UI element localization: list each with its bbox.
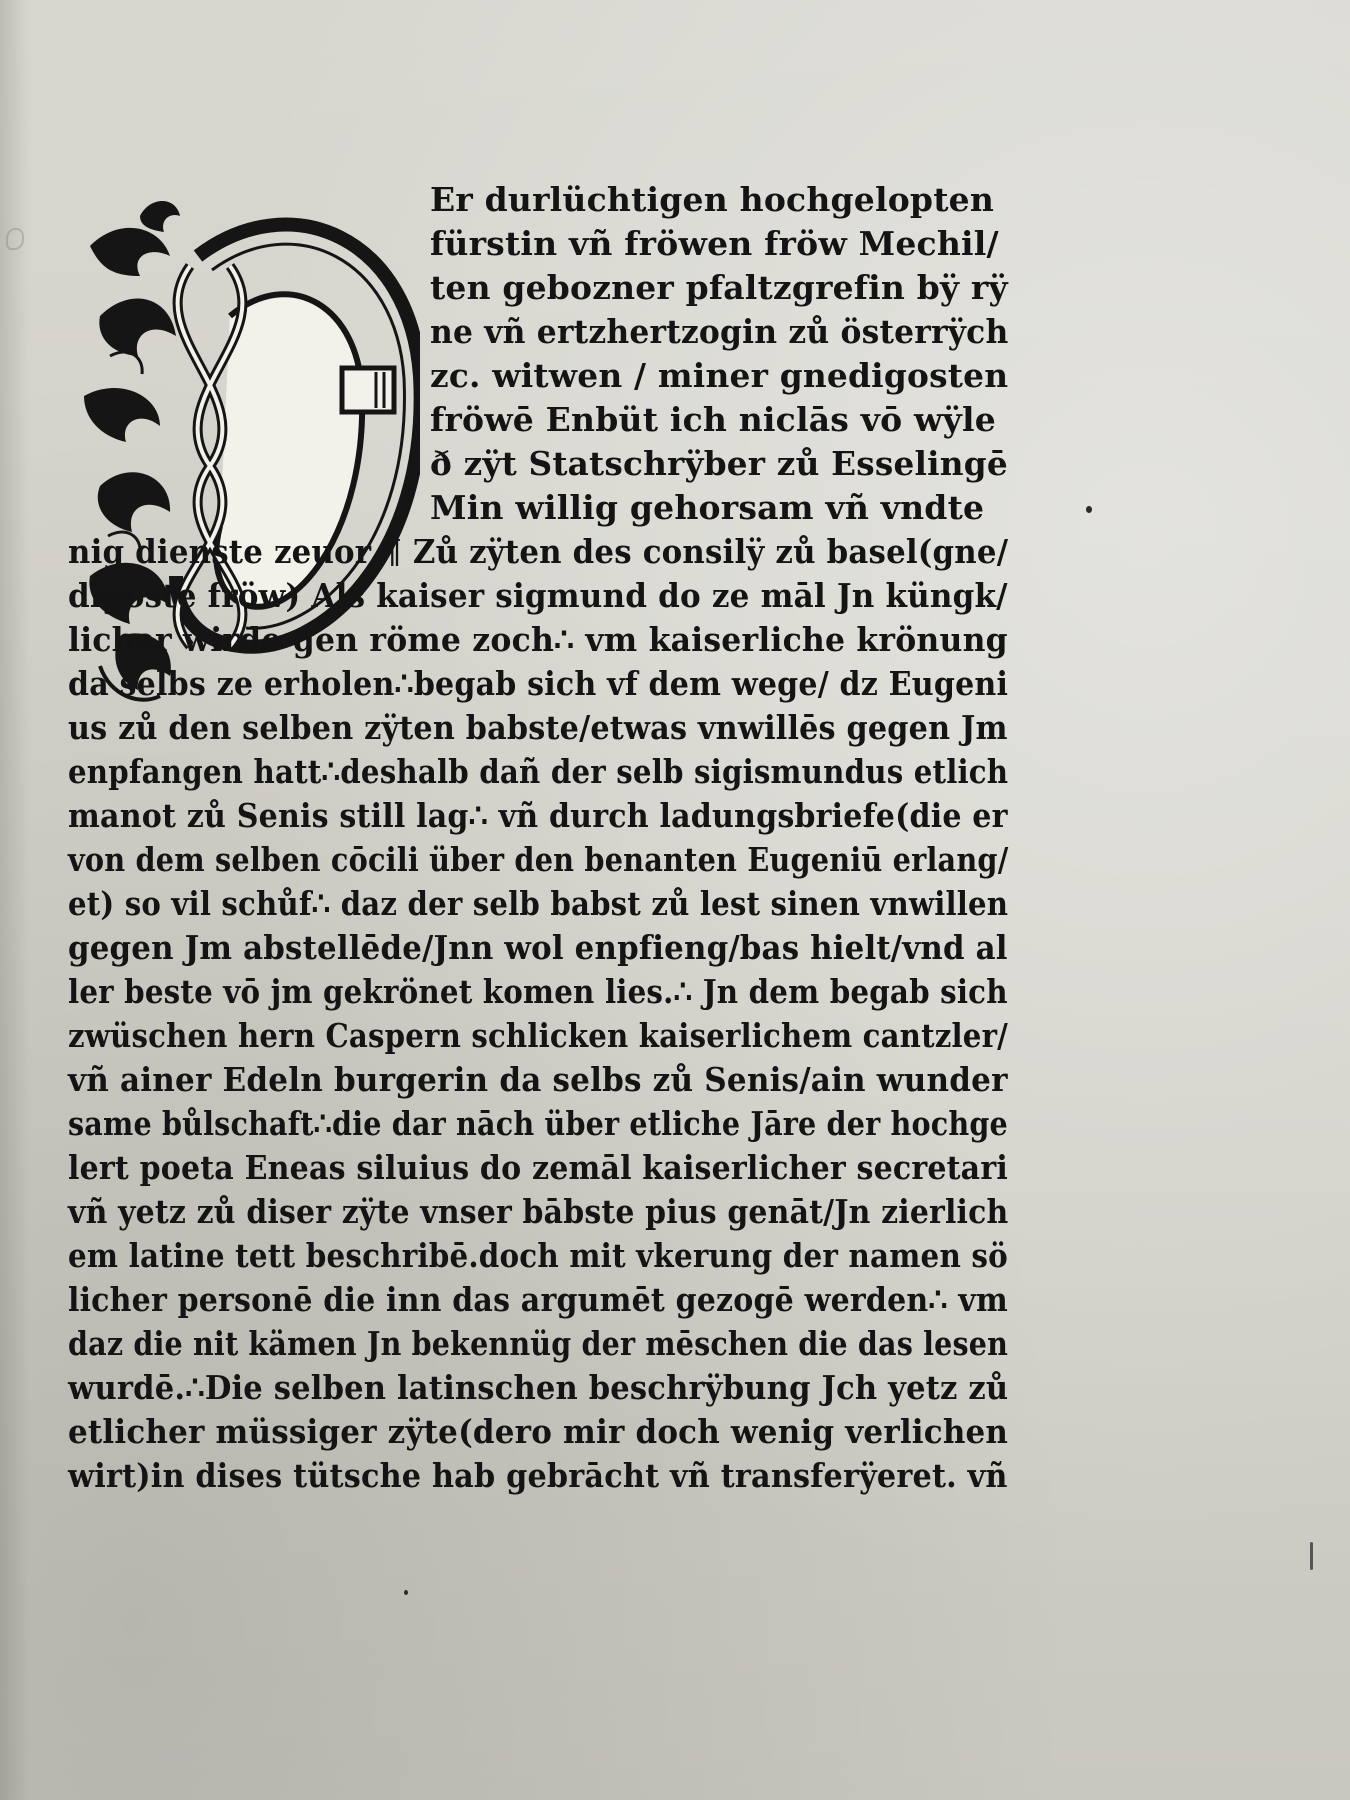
text-line: lert poeta Eneas siluius do zemāl kaiserlicher secretari [68, 1148, 1008, 1187]
text-line: fröwē Enbüt ich niclās vō wÿle [430, 400, 996, 439]
text-line: zc. witwen / miner gnedigosten [430, 356, 1009, 395]
text-line: vñ ainer Edeln burgerin da selbs zů Senis/ain wunder [68, 1060, 1008, 1099]
text-line: Min willig gehorsam vñ vndte [430, 488, 985, 527]
text-line: wirt)in dises tütsche hab gebrācht vñ transferÿeret. vñ [68, 1456, 1008, 1495]
text-line: ten gebozner pfaltzgrefin bÿ rÿ [430, 268, 1008, 307]
text-line: da selbs ze erholen∴begab sich vf dem wege/ dz Eugeni [68, 664, 1009, 703]
text-line: same bůlschaft∴die dar nāch über etliche Jāre der hochge [68, 1104, 1008, 1143]
ink-speck [404, 1590, 408, 1595]
text-line: ð zÿt Statschrÿber zů Esselingē [430, 444, 1008, 483]
text-block [68, 178, 1008, 1578]
text-line: etlicher müssiger zÿte(dero mir doch wenig verlichen [68, 1412, 1009, 1451]
text-line: licher personē die inn das argumēt gezogē werden∴ vm [68, 1280, 1008, 1319]
text-line: von dem selben cōcili über den benanten Eugeniū erlang/ [68, 840, 1009, 879]
margin-stain [6, 228, 24, 250]
ink-speck [1310, 1542, 1313, 1570]
text-line: licher wirde gen röme zoch∴ vm kaiserliche krönung [68, 620, 1008, 659]
text-line: em latine tett beschribē.doch mit vkerung der namen sö [68, 1236, 1008, 1275]
text-line: us zů den selben zÿten babste/etwas vnwillēs gegen Jm [68, 708, 1008, 747]
text-line: nig dienste zeuor ¶ Zů zÿten des consilÿ zů basel(gne/ [68, 532, 1009, 571]
text-line: enpfangen hatt∴deshalb dañ der selb sigismundus etlich [68, 752, 1009, 791]
ink-speck [1086, 506, 1092, 513]
text-line: Er durlüchtigen hochgelopten [430, 180, 995, 219]
text-line: manot zů Senis still lag∴ vñ durch ladungsbriefe(die er [68, 796, 1008, 835]
text-line: digoste fröw) Als kaiser sigmund do ze māl Jn küngk/ [68, 576, 1008, 615]
text-line: ler beste vō jm gekrönet komen lies.∴ Jn dem begab sich [68, 972, 1008, 1011]
text-line: zwüschen hern Caspern schlicken kaiserlichem cantzler/ [68, 1016, 1008, 1055]
text-line: daz die nit kämen Jn bekennüg der mēschen die das lesen [68, 1324, 1009, 1363]
text-line: ne vñ ertzhertzogin zů österrÿch [430, 312, 1009, 351]
text-line: gegen Jm abstellēde/Jnn wol enpfieng/bas hielt/vnd al [68, 928, 1008, 967]
text-line: et) so vil schůf∴ daz der selb babst zů lest sinen vnwillen [68, 884, 1009, 923]
page-fold-shadow [0, 0, 30, 1800]
text-line: wurdē.∴Die selben latinschen beschrÿbung Jch yetz zů [68, 1368, 1009, 1407]
text-line: fürstin vñ fröwen fröw Mechil/ [430, 224, 999, 263]
text-line: vñ yetz zů diser zÿte vnser bābste pius genāt/Jn zierlich [68, 1192, 1009, 1231]
